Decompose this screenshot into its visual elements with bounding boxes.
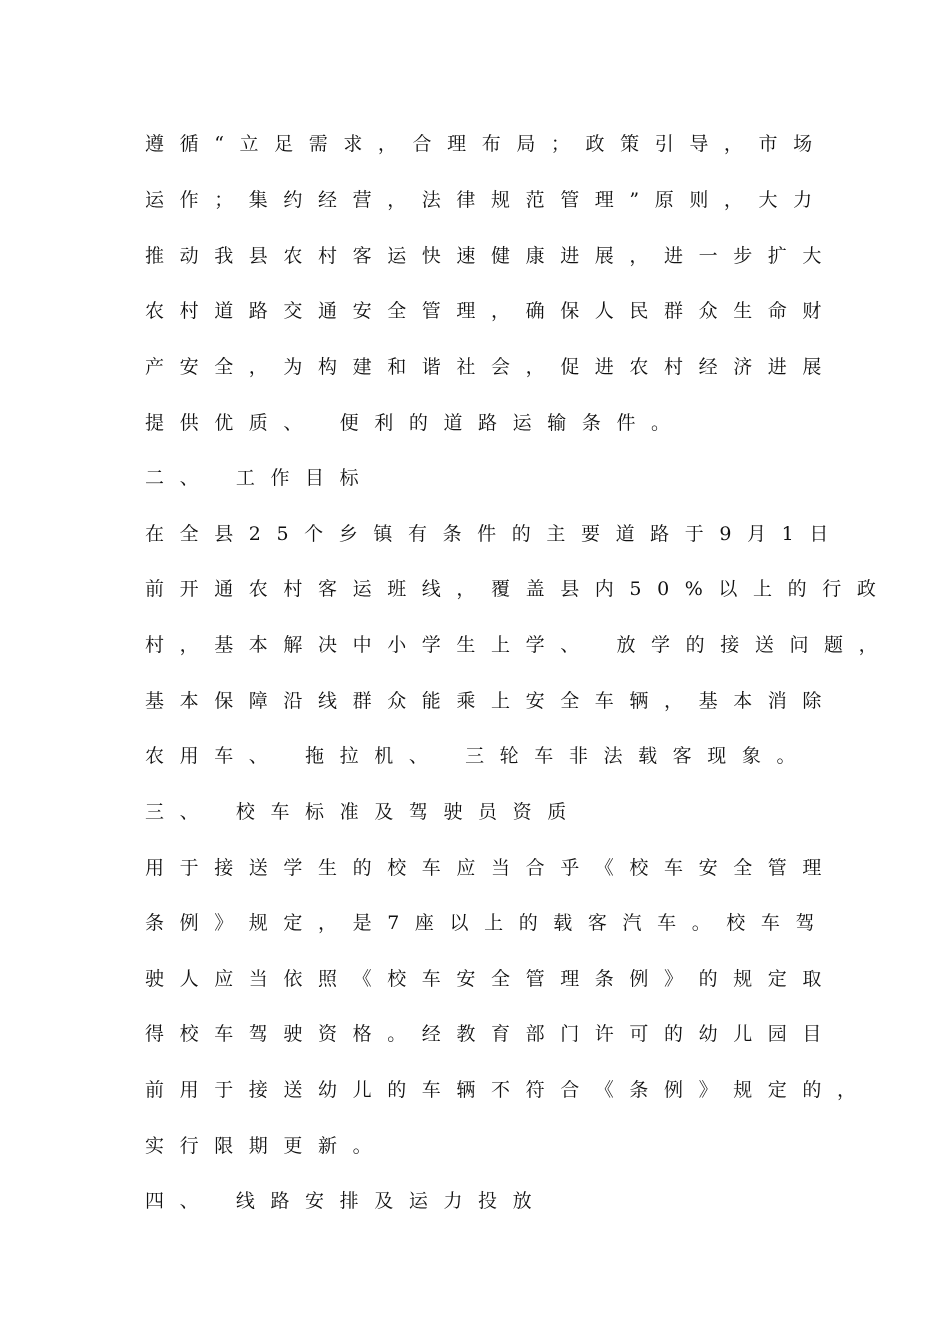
text-line: 得校车驾驶资格。经教育部门许可的幼儿园目: [145, 1023, 838, 1045]
text-line: 村，基本解决中小学生上学、 放学的接送问题，: [145, 634, 894, 656]
text-line: 用于接送学生的校车应当合乎《校车安全管理: [145, 857, 838, 879]
text-line: 前开通农村客运班线，覆盖县内50%以上的行政: [145, 578, 892, 600]
section-heading: 四、 线路安排及运力投放: [145, 1190, 548, 1212]
text-line: 提供优质、 便利的道路运输条件。: [145, 412, 686, 434]
text-line: 实行限期更新。: [145, 1135, 388, 1157]
text-line: 驶人应当依照《校车安全管理条例》的规定取: [145, 968, 838, 990]
text-line: 农用车、 拖拉机、 三轮车非法载客现象。: [145, 745, 812, 767]
text-line: 运作；集约经营，法律规范管理”原则，大力: [145, 189, 828, 211]
text-line: 在全县25个乡镇有条件的主要道路于9月1日: [145, 523, 844, 545]
section-heading: 二、 工作目标: [145, 467, 375, 489]
text-line: 基本保障沿线群众能乘上安全车辆，基本消除: [145, 690, 838, 712]
text-line: 前用于接送幼儿的车辆不符合《条例》规定的，: [145, 1079, 872, 1101]
text-line: 条例》规定，是7座以上的载客汽车。校车驾: [145, 912, 831, 934]
text-line: 推动我县农村客运快速健康进展，进一步扩大: [145, 245, 838, 267]
section-heading: 三、 校车标准及驾驶员资质: [145, 801, 582, 823]
text-line: 农村道路交通安全管理，确保人民群众生命财: [145, 300, 838, 322]
text-line: 产安全，为构建和谐社会，促进农村经济进展: [145, 356, 838, 378]
text-line: 遵循“立足需求，合理布局；政策引导，市场: [145, 133, 828, 155]
